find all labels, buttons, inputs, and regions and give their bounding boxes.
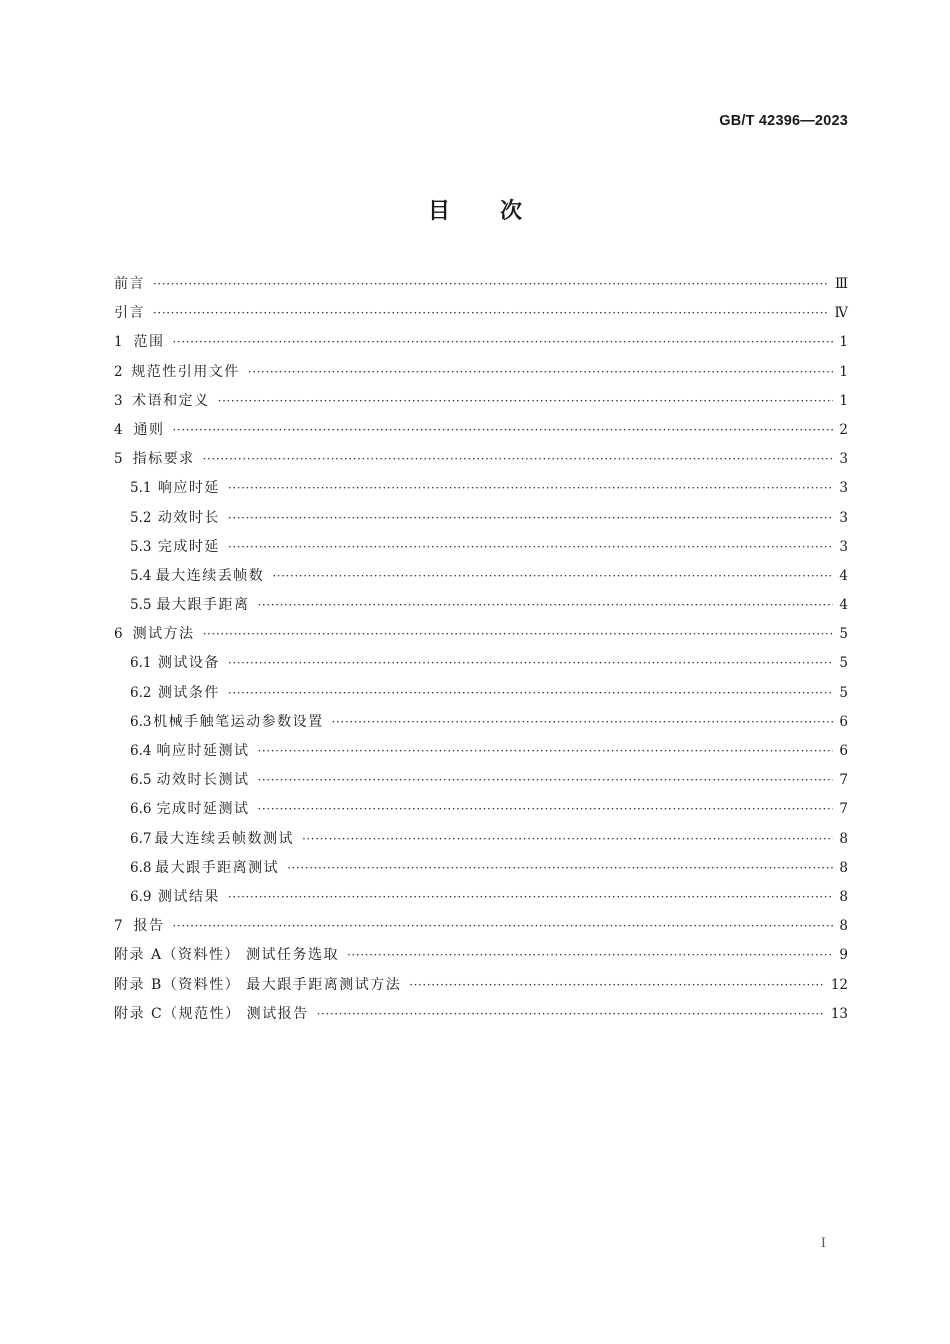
toc-leader-dots	[347, 941, 833, 970]
toc-entry-number: 5.5	[130, 597, 152, 614]
toc-entry[interactable]	[114, 299, 848, 328]
toc-entry-label: 测试条件	[157, 684, 220, 701]
toc-entry-label: 最大连续丢帧数测试	[154, 830, 294, 847]
toc-entry[interactable]	[114, 679, 848, 708]
toc-entry-page: 5	[839, 655, 848, 672]
toc-entry-page: 13	[830, 1005, 848, 1022]
toc-leader-dots	[173, 328, 834, 357]
page-folio: Ⅰ	[820, 1236, 826, 1251]
toc-leader-dots	[173, 912, 834, 941]
toc-entry-number: 3	[114, 392, 123, 409]
toc-entry-label: 附录 A（资料性） 测试任务选取	[114, 947, 340, 964]
toc-entry-label: 响应时延	[157, 480, 220, 497]
toc-entry-page: 2	[839, 421, 848, 438]
toc-entry-label: 引言	[114, 305, 145, 322]
toc-entry-number: 6.4	[130, 743, 152, 759]
toc-entry-label: 术语和定义	[132, 392, 210, 409]
toc-leader-dots	[228, 533, 834, 562]
toc-leader-dots	[332, 708, 834, 737]
toc-entry-number: 6	[114, 626, 123, 643]
toc-entry-number: 5.3	[130, 538, 152, 555]
toc-entry-label: 响应时延测试	[156, 743, 250, 759]
toc-entry-page: 8	[839, 888, 848, 905]
toc-entry-label: 通则	[133, 421, 165, 438]
toc-entry[interactable]	[114, 649, 848, 678]
toc-entry-page: 7	[839, 801, 848, 818]
toc-leader-dots	[228, 474, 834, 503]
toc-entry-label: 最大跟手距离	[156, 597, 250, 614]
toc-entry-label: 测试方法	[132, 626, 195, 643]
table-of-contents	[114, 270, 848, 1029]
toc-leader-dots	[228, 679, 834, 708]
toc-entry[interactable]	[114, 941, 848, 970]
toc-entry[interactable]	[114, 766, 848, 795]
toc-entry-page: 1	[839, 363, 848, 380]
toc-entry[interactable]	[114, 737, 848, 766]
toc-entry-label: 报告	[133, 918, 165, 935]
toc-entry-label: 最大连续丢帧数	[155, 567, 265, 584]
toc-entry[interactable]	[114, 620, 848, 649]
toc-entry-number: 4	[114, 421, 123, 438]
toc-entry-label: 测试设备	[157, 655, 220, 672]
toc-entry-label: 指标要求	[132, 451, 195, 468]
toc-entry-number: 6.6	[130, 801, 152, 818]
toc-entry-number: 1	[114, 334, 123, 351]
standard-code: GB/T 42396—2023	[719, 113, 848, 129]
toc-entry[interactable]	[114, 416, 848, 445]
toc-entry-number: 6.1	[130, 655, 152, 672]
toc-leader-dots	[302, 825, 833, 854]
toc-entry-number: 5.1	[130, 480, 152, 497]
toc-entry-page: 3	[839, 538, 848, 555]
toc-entry-number: 6.7	[130, 830, 152, 847]
toc-entry-number: 5.2	[130, 509, 152, 526]
toc-leader-dots	[248, 358, 834, 387]
toc-title	[0, 194, 950, 225]
toc-entry-page: 4	[839, 597, 848, 614]
toc-entry-page: 1	[839, 392, 848, 409]
toc-entry-label: 机械手触笔运动参数设置	[153, 713, 324, 730]
toc-entry[interactable]	[114, 825, 848, 854]
toc-entry-page: 12	[830, 976, 848, 993]
toc-entry-page: 7	[839, 772, 848, 789]
toc-entry-page: 8	[839, 859, 848, 876]
toc-leader-dots	[228, 883, 834, 912]
toc-entry-label: 完成时延	[157, 538, 220, 555]
toc-entry-page: 8	[839, 918, 848, 935]
toc-leader-dots	[272, 562, 833, 591]
toc-entry[interactable]	[114, 971, 848, 1000]
toc-entry[interactable]	[114, 912, 848, 941]
toc-leader-dots	[258, 766, 834, 795]
toc-entry-label: 完成时延测试	[156, 801, 250, 818]
toc-entry-page: 8	[839, 830, 848, 847]
toc-entry-page: Ⅲ	[834, 276, 848, 292]
toc-leader-dots	[317, 1000, 825, 1029]
toc-entry[interactable]	[114, 270, 848, 299]
toc-entry[interactable]	[114, 504, 848, 533]
toc-entry-number: 5	[114, 451, 123, 468]
toc-entry-number: 2	[114, 363, 123, 380]
toc-entry-page: 3	[839, 451, 848, 468]
toc-entry-page: 5	[839, 684, 848, 701]
toc-entry-number: 6.3	[130, 713, 152, 730]
toc-entry-label: 附录 C（规范性） 测试报告	[114, 1005, 309, 1022]
toc-entry-number: 7	[114, 918, 123, 935]
toc-entry-label: 测试结果	[157, 888, 220, 905]
toc-leader-dots	[258, 737, 834, 766]
toc-entry-label: 动效时长	[157, 509, 220, 526]
toc-leader-dots	[258, 795, 834, 824]
toc-entry[interactable]	[114, 883, 848, 912]
toc-entry[interactable]	[114, 533, 848, 562]
toc-leader-dots	[153, 270, 829, 299]
toc-entry-page: 1	[839, 334, 848, 351]
toc-leader-dots	[203, 620, 834, 649]
toc-entry-page: 3	[839, 509, 848, 526]
toc-leader-dots	[173, 416, 834, 445]
toc-leader-dots	[218, 387, 834, 416]
toc-leader-dots	[153, 299, 829, 328]
toc-entry[interactable]	[114, 708, 848, 737]
toc-leader-dots	[258, 591, 834, 620]
toc-entry-page: 9	[839, 947, 848, 964]
toc-leader-dots	[228, 649, 834, 678]
toc-entry[interactable]	[114, 358, 848, 387]
toc-entry[interactable]	[114, 795, 848, 824]
toc-entry-number: 6.8	[130, 859, 152, 876]
toc-entry[interactable]	[114, 562, 848, 591]
toc-entry-label: 最大跟手距离测试	[155, 859, 280, 876]
toc-title-char-2: 次	[500, 199, 523, 224]
toc-title-char-1: 目	[427, 199, 450, 224]
toc-entry[interactable]	[114, 1000, 848, 1029]
toc-leader-dots	[228, 504, 834, 533]
toc-entry-number: 6.9	[130, 888, 152, 905]
toc-entry-number: 5.4	[130, 567, 152, 584]
toc-leader-dots	[409, 971, 825, 1000]
toc-entry-number: 6.5	[130, 772, 152, 789]
toc-entry-page: 3	[839, 480, 848, 497]
toc-entry[interactable]	[114, 854, 848, 883]
toc-entry-number: 6.2	[130, 684, 152, 701]
toc-entry-label: 动效时长测试	[156, 772, 250, 789]
toc-entry-page: Ⅳ	[834, 305, 848, 322]
toc-entry[interactable]	[114, 474, 848, 503]
toc-entry[interactable]	[114, 328, 848, 357]
toc-entry-label: 规范性引用文件	[131, 363, 240, 380]
toc-entry-page: 5	[839, 626, 848, 643]
toc-entry-label: 范围	[133, 334, 165, 351]
toc-leader-dots	[203, 445, 834, 474]
toc-entry-page: 6	[839, 713, 848, 730]
toc-entry[interactable]	[114, 591, 848, 620]
toc-entry-page: 6	[839, 743, 848, 759]
toc-entry-page: 4	[839, 567, 848, 584]
toc-leader-dots	[287, 854, 833, 883]
toc-entry[interactable]	[114, 387, 848, 416]
toc-entry-label: 附录 B（资料性） 最大跟手距离测试方法	[114, 976, 402, 993]
toc-entry[interactable]	[114, 445, 848, 474]
toc-entry-label: 前言	[114, 276, 145, 292]
